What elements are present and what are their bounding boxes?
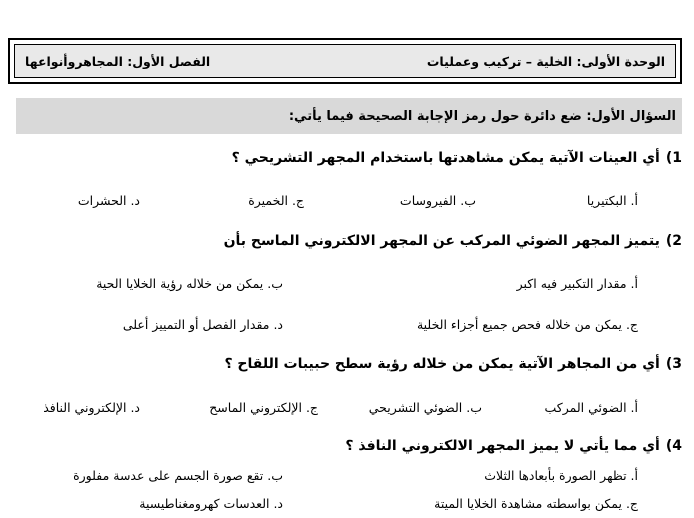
q4-option-c[interactable]: ج. يمكن بواسطته مشاهدة الخلايا الميتة	[434, 496, 638, 511]
q2-option-d[interactable]: د. مقدار الفصل أو التمييز أعلى	[122, 317, 283, 332]
q2-option-b[interactable]: ب. يمكن من خلاله رؤية الخلايا الحية	[96, 276, 283, 291]
q1-option-c[interactable]: ج. الخميرة	[248, 193, 304, 208]
header-inner	[14, 44, 676, 78]
q3-option-d[interactable]: د. الإلكتروني النافذ	[43, 400, 140, 415]
q4-option-b[interactable]: ب. تقع صورة الجسم على عدسة مفلورة	[73, 468, 283, 483]
chapter-title: الفصل الأول: المجاهروأنواعها	[25, 53, 211, 69]
q1-option-d[interactable]: د. الحشرات	[77, 193, 140, 208]
question-number: 4)	[665, 438, 682, 454]
header-box	[8, 38, 682, 84]
q4-option-a[interactable]: أ. تظهر الصورة بأبعادها الثلاث	[484, 468, 638, 483]
question-number: 2)	[665, 233, 682, 249]
question-text: يتميز المجهر الضوئي المركب عن المجهر الالكتروني الماسح بأن	[223, 233, 660, 249]
q3-option-b[interactable]: ب. الضوئي التشريحي	[368, 400, 482, 415]
unit-title: الوحدة الأولى: الخلية – تركيب وعمليات	[426, 53, 665, 69]
q3-option-c[interactable]: ج. الإلكتروني الماسح	[209, 400, 318, 415]
q2-option-a[interactable]: أ. مقدار التكبير فيه اكبر	[516, 276, 638, 291]
question-4	[345, 438, 682, 454]
question-2	[224, 233, 682, 249]
question-text: أي مما يأتي لا يميز المجهر الالكتروني النافذ ؟	[345, 438, 660, 454]
question-1	[232, 150, 682, 166]
question-number: 1)	[665, 150, 682, 166]
q4-option-d[interactable]: د. العدسات كهرومغناطيسية	[139, 496, 283, 511]
q1-option-b[interactable]: ب. الفيروسات	[399, 193, 476, 208]
section-title: السؤال الأول: ضع دائرة حول رمز الإجابة الصحيحة فيما يأتي:	[288, 108, 676, 124]
question-3	[224, 356, 682, 372]
section-heading-bar	[16, 98, 682, 134]
question-text: أي من المجاهر الآتية يمكن من خلاله رؤية سطح حبيبات اللقاح ؟	[224, 356, 660, 372]
q1-option-a[interactable]: أ. البكتيريا	[586, 193, 638, 208]
q3-option-a[interactable]: أ. الضوئي المركب	[544, 400, 638, 415]
question-number: 3)	[665, 356, 682, 372]
question-text: أي العينات الآتية يمكن مشاهدتها باستخدام المجهر التشريحي ؟	[231, 150, 660, 166]
q2-option-c[interactable]: ج. يمكن من خلاله فحص جميع أجزاء الخلية	[416, 317, 638, 332]
